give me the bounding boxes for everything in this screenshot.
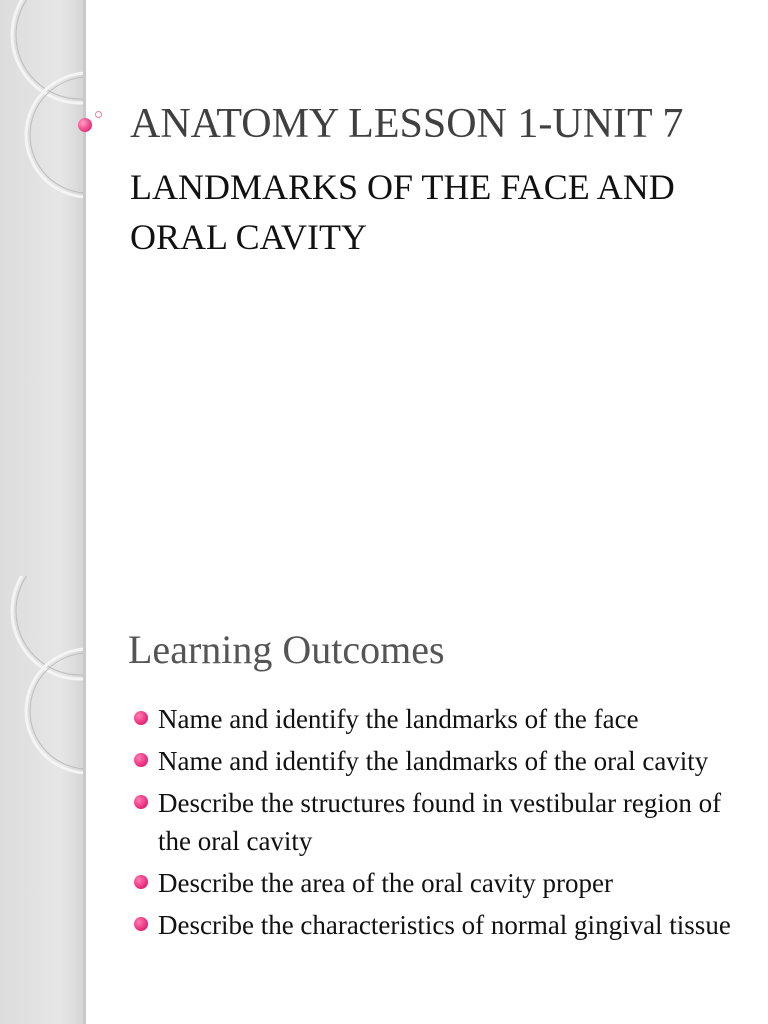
outcome-text: Name and identify the landmarks of the oral cavity — [158, 746, 709, 776]
bullet-icon — [134, 875, 148, 889]
learning-outcomes-list — [132, 700, 752, 948]
bullet-icon — [134, 753, 148, 767]
outcome-text: Describe the structures found in vestibular region of the oral cavity — [158, 788, 722, 856]
bullet-icon — [134, 795, 148, 809]
bullet-icon — [134, 711, 148, 725]
list-item — [132, 742, 752, 780]
side-band-edge — [83, 0, 86, 576]
decorative-side-band — [0, 0, 86, 576]
list-item — [132, 700, 752, 738]
outcome-text: Name and identify the landmarks of the face — [158, 704, 639, 734]
side-band-edge — [83, 576, 86, 1024]
decorative-circles — [0, 576, 86, 1024]
slide-subtitle: LANDMARKS OF THE FACE AND ORAL CAVITY — [130, 167, 675, 257]
list-item — [132, 864, 752, 902]
list-item — [132, 906, 752, 944]
slide-title-heading: ANATOMY LESSON 1-UNIT 7 — [130, 101, 684, 147]
title-accent-ring — [95, 111, 102, 118]
outcome-text: Describe the characteristics of normal gingival tissue — [158, 910, 731, 940]
learning-outcomes-heading: Learning Outcomes — [128, 627, 445, 672]
decorative-circles — [0, 0, 86, 576]
slide-learning-outcomes — [0, 576, 768, 1024]
bullet-icon — [134, 917, 148, 931]
title-accent-dot — [78, 118, 92, 132]
decorative-side-band — [0, 576, 86, 1024]
list-item — [132, 784, 752, 860]
outcome-text: Describe the area of the oral cavity proper — [158, 868, 614, 898]
